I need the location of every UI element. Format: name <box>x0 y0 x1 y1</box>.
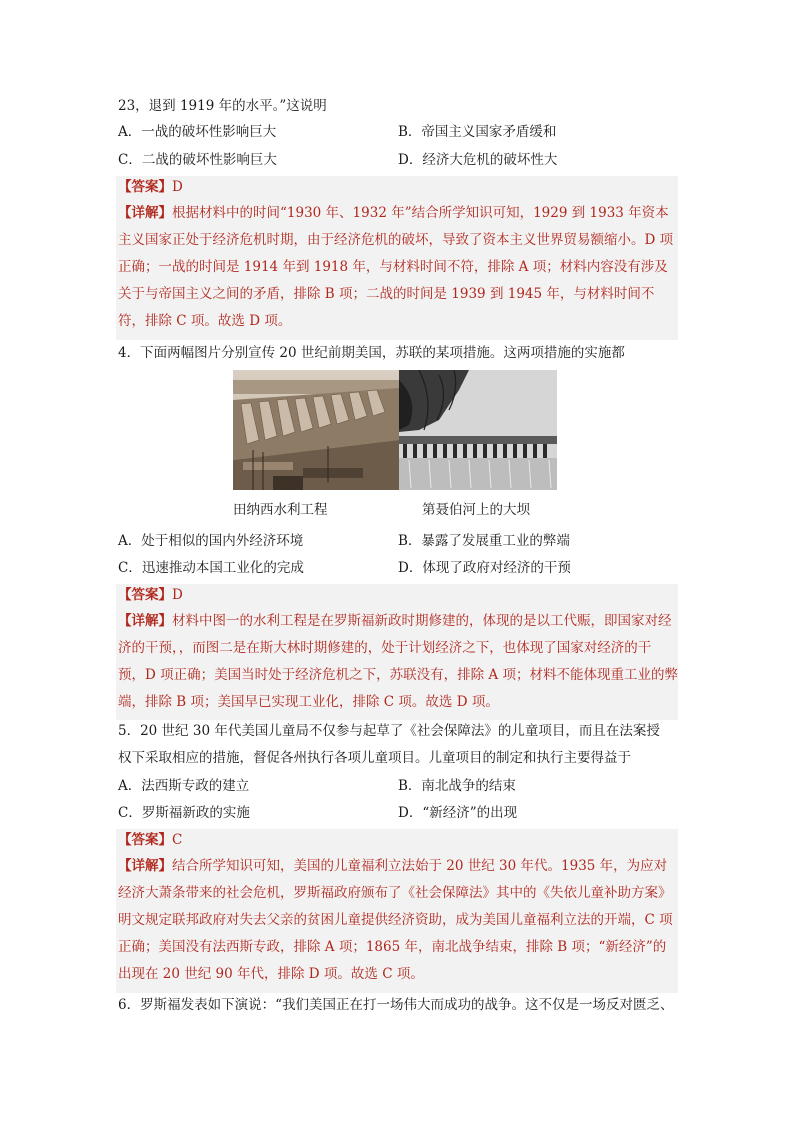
q4-option-d: D．体现了政府对经济的干预 <box>398 560 571 576</box>
question-4-stem: 4．下面两幅图片分别宣传 20 世纪前期美国，苏联的某项措施。这两项措施的实施都 <box>118 345 625 361</box>
tennessee-dam-photo <box>233 370 399 490</box>
question-6-stem: 6．罗斯福发表如下演说：“我们美国正在打一场伟大而成功的战争。这不仅是一场反对匮乏、 <box>118 997 674 1013</box>
q3-answer <box>118 177 183 197</box>
q5-detail <box>118 853 678 993</box>
q5-option-c: C．罗斯福新政的实施 <box>118 805 250 821</box>
dnieper-dam-photo <box>399 370 557 490</box>
detail-text: 根据材料中的时间“1930 年、1932 年”结合所学知识可知，1929 到 1933 年资本主义国家正处于经济危机时期，由于经济危机的破坏，导致了资本主义世界贸易额缩小。D 项正确；一战的时间是 1914 年到 1918 年，与材料时间不符，排除 A 项；材料内容没有涉及关于与帝国主义之间的矛盾，排除 B 项；二战的时间是 1939 到 1945 年，与材料时间不符，排除 C 项。故选 D 项。 <box>118 205 674 329</box>
q5-answer <box>118 830 182 850</box>
answer-label: 【答案】 <box>118 587 172 603</box>
dnieper-dam-image <box>399 370 557 490</box>
q4-option-c: C．迅速推动本国工业化的完成 <box>118 560 304 576</box>
answer-label: 【答案】 <box>118 832 172 848</box>
q3-option-d: D．经济大危机的破坏性大 <box>398 152 558 168</box>
q5-option-a: A．法西斯专政的建立 <box>118 778 250 794</box>
caption-left: 田纳西水利工程 <box>233 502 328 518</box>
detail-text: 材料中图一的水利工程是在罗斯福新政时期修建的，体现的是以工代赈，即国家对经济的干预，，而图二是在斯大林时期修建的，处于计划经济之下，也体现了国家对经济的干预，D 项正确；美国当时处于经济危机之下，苏联没有，排除 A 项；材料不能体现重工业的弊端，排除 B 项；美国早已实现工业化，排除 C 项。故选 D 项。 <box>118 613 678 710</box>
caption-right: 第聂伯河上的大坝 <box>422 502 530 518</box>
answer-label: 【答案】 <box>118 179 172 195</box>
question-3-stem-continuation: 23，退到 1919 年的水平。”这说明 <box>118 98 327 114</box>
detail-label: 【详解】 <box>118 205 172 221</box>
question-5-stem-line1: 5．20 世纪 30 年代美国儿童局不仅参与起草了《社会保障法》的儿童项目，而且在法案授 <box>118 723 660 739</box>
q3-option-a: A．一战的破坏性影响巨大 <box>118 124 277 140</box>
q5-option-d: D．“新经济”的出现 <box>398 805 518 821</box>
answer-value: C <box>172 832 183 848</box>
q3-detail <box>118 200 678 340</box>
q3-option-b: B．帝国主义国家矛盾缓和 <box>398 124 557 140</box>
q5-option-b: B．南北战争的结束 <box>398 778 516 794</box>
detail-label: 【详解】 <box>118 858 172 874</box>
q4-detail <box>118 608 678 720</box>
q4-option-b: B．暴露了发展重工业的弊端 <box>398 533 570 549</box>
q4-answer <box>118 585 183 605</box>
answer-value: D <box>172 179 183 195</box>
question-5-stem-line2: 权下采取相应的措施，督促各州执行各项儿童项目。儿童项目的制定和执行主要得益于 <box>118 750 631 766</box>
detail-label: 【详解】 <box>118 613 172 629</box>
answer-value: D <box>172 587 183 603</box>
q3-option-c: C．二战的破坏性影响巨大 <box>118 152 277 168</box>
tennessee-dam-image <box>233 370 399 490</box>
detail-text: 结合所学知识可知，美国的儿童福利立法始于 20 世纪 30 年代。1935 年，为应对经济大萧条带来的社会危机，罗斯福政府颁布了《社会保障法》其中的《失依儿童补助方案》明文规定联邦政府对失去父亲的贫困儿童提供经济资助，成为美国儿童福利立法的开端，C 项正确；美国没有法西斯专政，排除 A 项；1865 年，南北战争结束，排除 B 项；“新经济”的出现在 20 世纪 90 年代，排除 D 项。故选 C 项。 <box>118 858 673 982</box>
q4-option-a: A．处于相似的国内外经济环境 <box>118 533 304 549</box>
